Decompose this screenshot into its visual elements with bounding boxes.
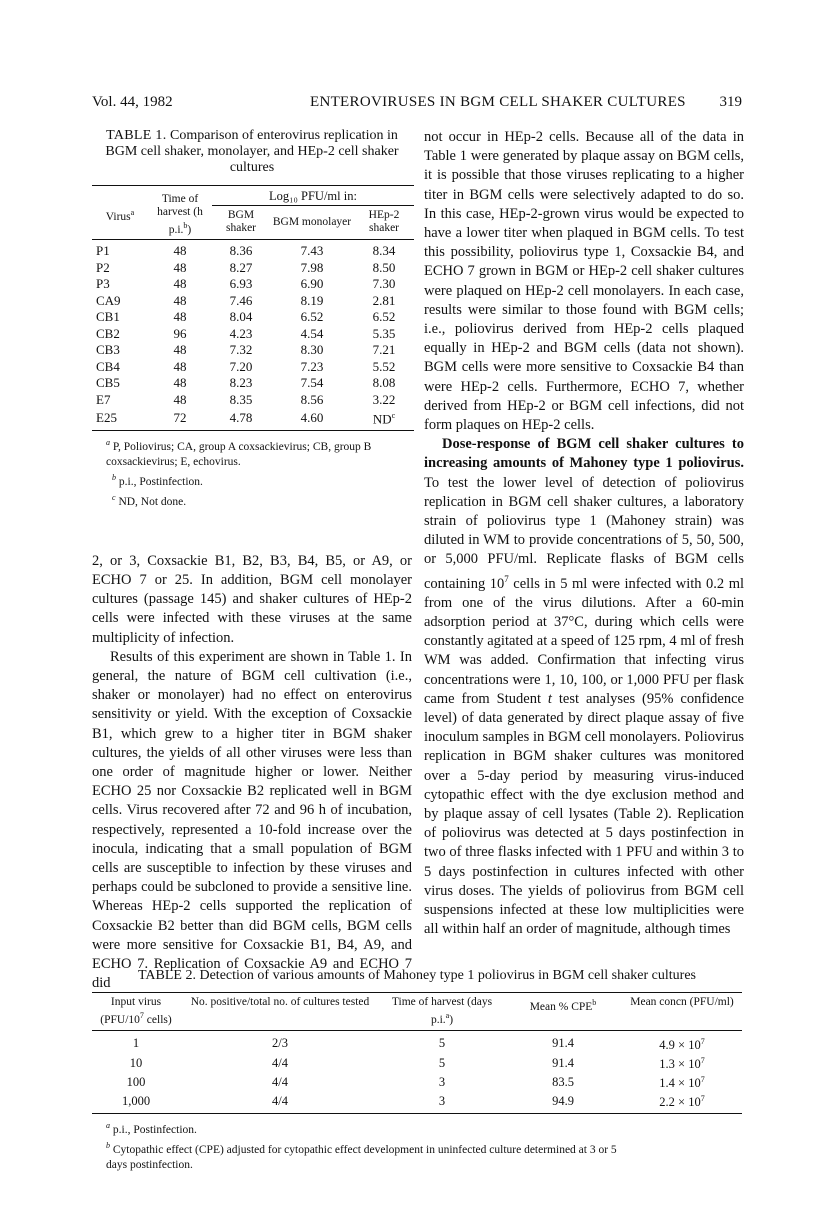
section-heading: Dose-response of BGM cell shaker cultures to increasing amounts of Mahoney type 1 poliovirus.	[424, 436, 744, 472]
table-row: CA9 48 7.46 8.19 2.81	[96, 292, 396, 308]
table-row: 10 4/4 5 91.4 $1.3 \times 10^7$	[129, 1055, 705, 1072]
table-row: E7 48 8.35 8.56 3.22	[96, 391, 396, 407]
table2-section	[92, 968, 742, 1173]
table1-caption-text: Comparison of enterovirus replication in BGM cell shaker, monolayer, and HEp-2 cell shaker cultures	[105, 128, 399, 175]
table2-header-cpe: Mean % CPE$^b$	[529, 998, 597, 1013]
table2-caption: TABLE 2. Detection of various amounts of Mahoney type 1 poliovirus in BGM cell shaker cultures	[138, 968, 696, 983]
table-row: 100 4/4 3 83.5 $1.4 \times 10^7$	[126, 1074, 705, 1091]
left-column-text	[92, 552, 412, 994]
running-header	[92, 94, 742, 114]
table2-header-time: Time of harvest (days p.i.$^a$)	[391, 996, 493, 1026]
paragraph: Results of this experiment are shown in Table 1. In general, the nature of BGM cell cultivation (i.e., shaker or monolayer) had no effect on enterovirus sensitivity or yield. With the exception of Coxsackie B1, which grew to a higher titer in BGM shaker cultures, the yields of all other viruses were less than one order of magnitude higher or lower. Neither ECHO 25 nor Coxsackie B2 replicated well in BGM cells. Virus recovered after 72 and 96 h of incubation, respectively, represented a 10-fold increase over the inocula, indicating that a small population of BGM cells are susceptible to infection by these viruses and perhaps could be subcloned to provide a sensitive line. Whereas HEp-2 cells supported the replication of Coxsackie B2 better than did BGM cells, BGM cells were more sensitive for Coxsackie B1, B4, A9, and ECHO 7. Replication of Coxsackie A9 and ECHO 7 did	[92, 648, 412, 992]
table1-number: TABLE 1.	[106, 128, 167, 143]
table2	[92, 992, 742, 1114]
table-row: CB1 48 8.04 6.52 6.52	[96, 309, 396, 325]
paragraph: 2, or 3, Coxsackie B1, B2, B3, B4, B5, or A9, or ECHO 7 or 25. In addition, BGM cell monolayer cultures (passage 145) and shaker cultures of HEp-2 cells were infected with these viruses at the same multiplicity of infection.	[92, 552, 412, 646]
paragraph: Dose-response of BGM cell shaker cultures to increasing amounts of Mahoney type 1 poliovirus. To test the lower level of detection of poliovirus replication in BGM cell shaker cultures, a laboratory strain of poliovirus type 1 (Mahoney strain) was diluted in WM to provide concentrations of 5, 50, 500, or 5,000 PFU/ml. Replicate flasks of BGM cells containing $10^7$ cells in 5 ml were infected with 0.2 ml from one of the virus dilutions. After a 60-min adsorption period at 37°C, during which cells were constantly agitated at a speed of 125 rpm, 4 ml of fresh WM was added. Confirmation that infecting virus concentrations were 1, 10, 100, or 1,000 PFU per flask came from Student t test analyses (95% confidence level) of data generated by direct plaque assay of five inoculum samples in BGM cell monolayers. Poliovirus replication in BGM shaker cultures was monitored over a 5-day period by measuring virus-induced cytopathic effect with the dye exclusion method and by plaque assay of cell lysates (Table 2). Replication of poliovirus was detected at 5 days postinfection in two of three flasks infected with 1 PFU and within 3 to 5 days postinfection in cultures infected with other virus doses. The yields of poliovirus from BGM cell suspensions infected at these low multiplicities were all within half an order of magnitude, although times	[424, 436, 744, 938]
table2-header-positive: No. positive/total no. of cultures tested	[190, 996, 370, 1008]
table1-footnote-b: $^b$ p.i., Postinfection.	[112, 473, 203, 488]
table2-body	[92, 1030, 742, 1114]
table2-header-concn: Mean concn (PFU/ml)	[630, 996, 734, 1008]
table1-header-group: Log₁₀ PFU/ml in:	[212, 186, 414, 206]
table1-caption	[92, 128, 412, 176]
table-row: 1 2/3 5 91.4 $4.9 \times 10^7$	[132, 1036, 705, 1052]
table-row: CB3 48 7.32 8.30 7.21	[96, 342, 396, 358]
table-row: CB5 48 8.23 7.54 8.08	[96, 375, 396, 391]
table2-footnotes	[92, 1118, 742, 1173]
table1-body	[92, 240, 414, 431]
page-number: 319	[719, 94, 742, 110]
table-row: E25 72 4.78 4.60 $ND^c$	[92, 408, 414, 431]
table-row: P1 48 8.36 7.43 8.34	[96, 243, 396, 259]
table1-header-virus: Virus$^a$	[105, 207, 135, 223]
table1-footnotes	[92, 435, 412, 509]
right-column	[424, 128, 744, 939]
table2-footnote-a: $^a$ p.i., Postinfection.	[106, 1121, 197, 1137]
table1	[92, 185, 414, 431]
table1-header-time: Time of harvest (h p.i.$^b$)	[157, 192, 203, 236]
table1-header-bgm-monolayer: BGM monolayer	[272, 215, 352, 228]
table2-header-input: Input virus ($PFU/10^7$ cells)	[100, 996, 172, 1026]
left-column	[92, 128, 412, 993]
table2-footnote-b: $^b$ Cytopathic effect (CPE) adjusted for cytopathic effect development in uninfected culture determined at 3 or 5 days postinfection.	[106, 1141, 617, 1172]
table1-footnote-c: $^c$ ND, Not done.	[112, 492, 187, 508]
paragraph: not occur in HEp-2 cells. Because all of the data in Table 1 were generated by plaque assay on BGM cells, it is possible that those viruses replicating to a higher titer in BGM cells were selectively adapted to do so. In this case, HEp-2-grown virus would be expected to have a lower titer when plaqued in BGM cells. To test this possibility, poliovirus type 1, Coxsackie B4, and ECHO 7 grown in BGM or HEp-2 cell shaker cultures were plaqued on HEp-2 cell monolayers. In each case, results were similar to those found with BGM cells; i.e., poliovirus derived from HEp-2 cells plaqued equally in HEp-2 and BGM cells (data not shown). BGM cells were more sensitive to Coxsackie B4 than were HEp-2 cells. Furthermore, ECHO 7, whether derived from HEp-2 or BGM cell infections, did not form plaques on HEp-2 cells.	[424, 129, 744, 434]
running-title: ENTEROVIRUSES IN BGM CELL SHAKER CULTURES	[310, 94, 686, 110]
table1-header-hep2-shaker: HEp-2 shaker	[368, 209, 400, 234]
table-row: P2 48 8.27 7.98 8.50	[96, 259, 396, 275]
table1-header-bgm-shaker: BGM shaker	[225, 209, 256, 234]
journal-volume: Vol. 44, 1982	[92, 94, 173, 110]
table1-footnote-a: $^a$ P, Poliovirus; CA, group A coxsackievirus; CB, group B coxsackievirus; E, echovirus.	[106, 438, 372, 469]
table-row: P3 48 6.93 6.90 7.30	[96, 276, 396, 292]
table-row: CB4 48 7.20 7.23 5.52	[96, 358, 396, 374]
table-row: 1,000 4/4 3 94.9 $2.2 \times 10^7$	[92, 1091, 742, 1114]
table-row: CB2 96 4.23 4.54 5.35	[96, 325, 396, 341]
